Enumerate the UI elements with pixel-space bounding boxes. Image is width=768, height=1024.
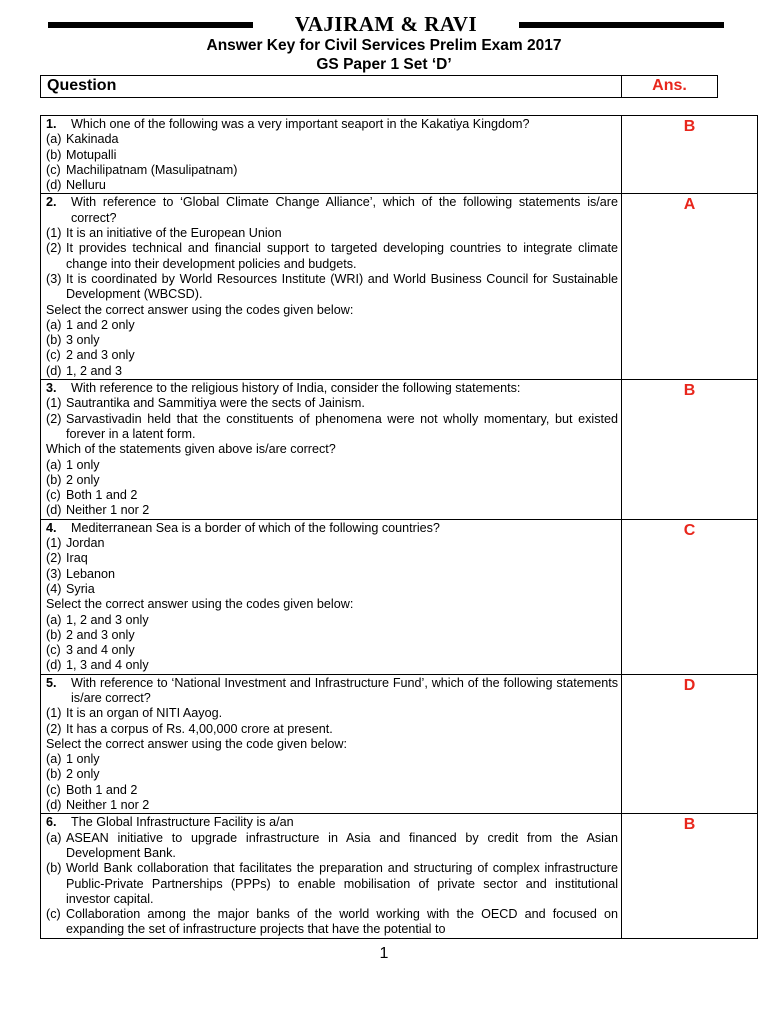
option-text: 3 and 4 only (66, 643, 135, 658)
option-text: 2 and 3 only (66, 627, 135, 642)
answer-cell: B (622, 116, 758, 194)
question-stem-line (46, 381, 618, 396)
option-line (46, 132, 618, 147)
option-text: Nelluru (66, 178, 106, 193)
option-label: (c) (46, 782, 61, 797)
question-cell (41, 674, 622, 814)
option-label: (b) (46, 333, 62, 348)
option-label: (d) (46, 658, 62, 673)
option-text: It is an initiative of the European Union (66, 226, 282, 241)
question-stem-line (46, 117, 618, 132)
answer-cell: A (622, 194, 758, 380)
question-number: 4. (46, 520, 57, 535)
option-line (46, 861, 618, 907)
brand-bar-right (519, 22, 724, 28)
question-cell (41, 116, 622, 194)
option-label: (a) (46, 612, 62, 627)
option-label: (2) (46, 551, 62, 566)
option-line (46, 148, 618, 163)
question-number: 1. (46, 117, 57, 131)
option-line (46, 364, 618, 379)
option-text: Collaboration among the major banks of the world working with the OECD and focused on expanding the set of infrastructure projects that have the potential to (66, 907, 618, 937)
option-text: Neither 1 nor 2 (66, 798, 150, 813)
option-line (46, 473, 618, 488)
option-text: Iraq (66, 551, 88, 566)
option-text: 1, 3 and 4 only (66, 658, 149, 673)
instruction-line: Select the correct answer using the codes given below: (46, 302, 354, 317)
option-line (46, 752, 618, 767)
option-label: (a) (46, 317, 62, 332)
option-line (46, 798, 618, 813)
option-label: (b) (46, 627, 62, 642)
option-text: Syria (66, 581, 95, 596)
question-row (41, 674, 758, 814)
answer-cell: B (622, 814, 758, 938)
option-line (46, 767, 618, 782)
question-row (41, 194, 758, 380)
option-text: 2 only (66, 472, 100, 487)
question-number: 6. (46, 815, 57, 830)
option-label: (a) (46, 457, 62, 472)
question-stem-line (46, 195, 618, 226)
option-text: Kakinada (66, 132, 119, 147)
option-text: World Bank collaboration that facilitates the preparation and structuring of complex infrastructure Public-Private Partnerships (PPPs) to enable mobilisation of private sector and institutional investor capital. (66, 861, 618, 906)
option-label: (b) (46, 147, 62, 162)
option-text: 1, 2 and 3 only (66, 612, 149, 627)
instruction-line: Select the correct answer using the code given below: (46, 736, 348, 751)
option-text: 1, 2 and 3 (66, 363, 123, 378)
option-label: (c) (46, 162, 61, 177)
option-text: 1 and 2 only (66, 317, 135, 332)
option-label: (d) (46, 503, 62, 518)
option-line (46, 551, 618, 566)
instruction-line: Which of the statements given above is/are correct? (46, 442, 336, 457)
option-text: Both 1 and 2 (66, 782, 138, 797)
option-label: (3) (46, 566, 62, 581)
question-cell (41, 194, 622, 380)
question-cell (41, 814, 622, 938)
option-label: (a) (46, 830, 62, 845)
option-line (46, 272, 618, 303)
page-number: 1 (379, 945, 389, 962)
question-stem: The Global Infrastructure Facility is a/an (71, 815, 294, 830)
option-label: (1) (46, 706, 62, 721)
option-text: Both 1 and 2 (66, 488, 138, 503)
option-line (46, 348, 618, 363)
option-line (46, 163, 618, 178)
option-text: Jordan (66, 536, 105, 551)
question-stem: With reference to ‘National Investment and Infrastructure Fund’, which of the following statements is/are correct? (71, 675, 618, 705)
question-stem: Mediterranean Sea is a border of which of the following countries? (71, 520, 440, 535)
answer-cell: D (622, 674, 758, 814)
option-text: Sautrantika and Sammitiya were the sects of Jainism. (66, 396, 365, 411)
question-row (41, 814, 758, 938)
option-text: Sarvastivadin held that the constituents of phenomena were not wholly momentary, but existed forever in a latent form. (66, 411, 618, 441)
option-line (46, 722, 618, 737)
option-line (46, 241, 618, 272)
option-text: 1 only (66, 457, 100, 472)
answer-cell: B (622, 380, 758, 520)
option-text: It is coordinated by World Resources Institute (WRI) and World Business Council for Sustainable Development (WBCSD). (66, 271, 618, 302)
option-label: (b) (46, 861, 62, 876)
option-line (46, 783, 618, 798)
question-cell (41, 519, 622, 674)
option-label: (1) (46, 396, 62, 411)
question-stem: With reference to the religious history of India, consider the following statements: (71, 381, 521, 396)
question-cell (41, 380, 622, 520)
option-line (46, 333, 618, 348)
question-row (41, 116, 758, 194)
option-line (46, 226, 618, 241)
option-label: (d) (46, 798, 62, 813)
question-number: 2. (46, 195, 57, 210)
document-subtitle: GS Paper 1 Set ‘D’ (316, 56, 452, 73)
option-line (46, 318, 618, 333)
question-stem-line (46, 676, 618, 707)
option-label: (d) (46, 363, 62, 378)
option-text: It has a corpus of Rs. 4,00,000 crore at present. (66, 721, 333, 736)
option-label: (4) (46, 581, 62, 596)
option-line (46, 831, 618, 862)
option-line (46, 582, 618, 597)
answer-key-table (40, 115, 758, 939)
answer-cell: C (622, 519, 758, 674)
option-line (46, 412, 618, 443)
option-line (46, 458, 618, 473)
option-label: (b) (46, 767, 62, 782)
option-text: 3 only (66, 333, 100, 348)
instruction-line: Select the correct answer using the codes given below: (46, 597, 354, 612)
option-line (46, 396, 618, 411)
question-number: 3. (46, 381, 57, 396)
option-label: (c) (46, 488, 61, 503)
option-line (46, 613, 618, 628)
question-stem: With reference to ‘Global Climate Change Alliance’, which of the following statements is/are correct? (71, 195, 618, 225)
answer-key-body (41, 116, 758, 939)
option-text: Motupalli (66, 147, 117, 162)
question-column-header: Question (47, 77, 117, 94)
option-label: (c) (46, 348, 61, 363)
option-line (46, 178, 618, 193)
option-label: (3) (46, 271, 62, 286)
option-text: 2 only (66, 767, 100, 782)
column-header-row (40, 75, 718, 98)
option-line (46, 536, 618, 551)
question-row (41, 380, 758, 520)
option-line (46, 907, 618, 938)
option-line (46, 706, 618, 721)
option-label: (a) (46, 752, 62, 767)
option-label: (a) (46, 132, 62, 147)
option-label: (2) (46, 721, 62, 736)
option-text: It is an organ of NITI Aayog. (66, 706, 223, 721)
option-text: Machilipatnam (Masulipatnam) (66, 162, 238, 177)
option-line (46, 503, 618, 518)
option-label: (c) (46, 907, 61, 922)
question-stem: Which one of the following was a very important seaport in the Kakatiya Kingdom? (71, 117, 530, 131)
option-label: (b) (46, 472, 62, 487)
brand-name: VAJIRAM & RAVI (294, 12, 478, 36)
option-line (46, 658, 618, 673)
option-text: 1 only (66, 752, 100, 767)
option-label: (c) (46, 643, 61, 658)
brand-header (48, 14, 724, 36)
option-label: (d) (46, 178, 62, 193)
document-title: Answer Key for Civil Services Prelim Exam 2017 (206, 37, 562, 54)
option-text: ASEAN initiative to upgrade infrastructure in Asia and financed by credit from the Asian Development Bank. (66, 830, 618, 860)
option-text: Neither 1 nor 2 (66, 503, 150, 518)
option-line (46, 628, 618, 643)
question-row (41, 519, 758, 674)
option-text: 2 and 3 only (66, 348, 135, 363)
answer-column-header: Ans. (652, 77, 687, 94)
option-label: (1) (46, 536, 62, 551)
option-line (46, 567, 618, 582)
option-label: (2) (46, 241, 62, 256)
option-text: Lebanon (66, 566, 116, 581)
question-stem-line (46, 815, 618, 830)
question-number: 5. (46, 675, 57, 690)
option-line (46, 643, 618, 658)
option-text: It provides technical and financial support to targeted developing countries to integrate climate change into their development policies and budgets. (66, 241, 618, 271)
option-label: (1) (46, 226, 62, 241)
option-line (46, 488, 618, 503)
option-label: (2) (46, 411, 62, 426)
question-stem-line (46, 521, 618, 536)
